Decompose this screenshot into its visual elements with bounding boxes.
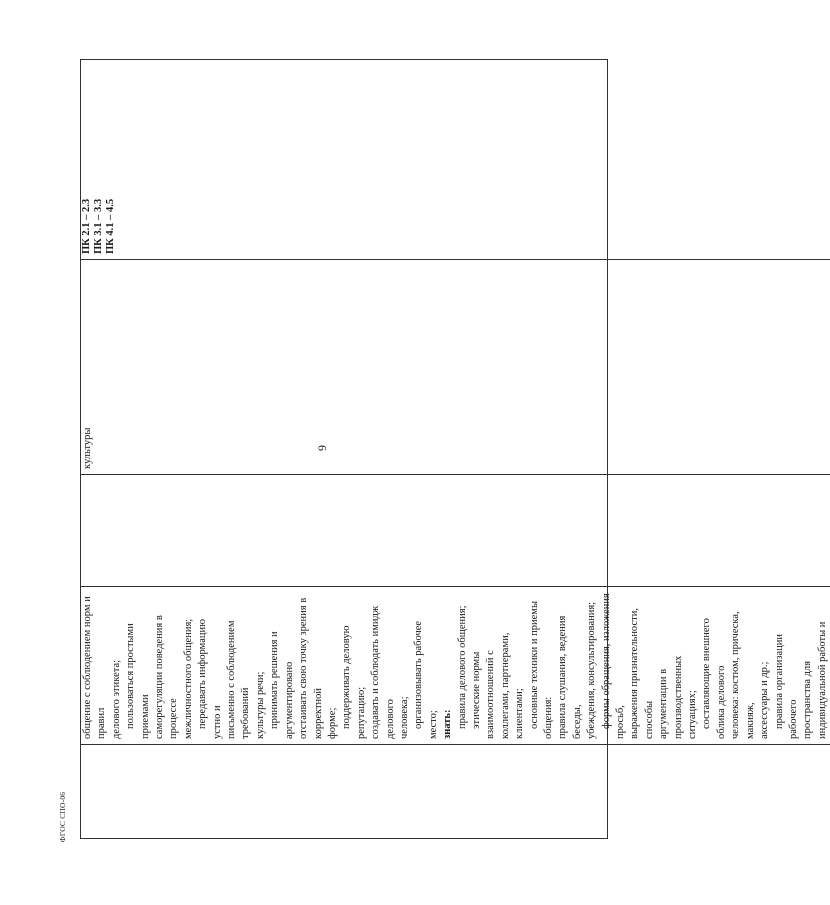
skills-knowledge-cell — [81, 586, 830, 744]
text-line: аргументации в производственных — [658, 655, 684, 739]
text-line: составляющие внешнего облика делового — [701, 618, 727, 739]
competency-item: ПК 2.1 – 2.3 — [81, 198, 92, 254]
text-line: саморегуляции поведения в процессе — [154, 615, 180, 739]
text-line: выражения признательности, способы — [629, 608, 655, 739]
text-line: форме; — [326, 707, 338, 739]
index-cell — [81, 744, 830, 838]
text-line: отстаивать свою точку зрения в корректной — [298, 597, 324, 739]
text-line: аксессуары и др.; — [759, 661, 771, 739]
text-line: культуры речи; — [254, 671, 266, 739]
text-line: письменно с соблюдением требований — [226, 620, 252, 739]
text-line: человека: костюм, прическа, макияж, — [730, 611, 756, 739]
hours-cell — [81, 474, 830, 586]
text-line: создавать и соблюдать имидж делового — [370, 605, 396, 739]
text-line: общение с соблюдением норм и правил — [82, 596, 108, 739]
text-line: человека; — [398, 696, 410, 739]
text-line: этические нормы взаимоотношений с — [470, 650, 497, 739]
text-line: пространства для индивидуальной работы и — [802, 621, 828, 739]
competency-item: ПК 4.1 – 4.5 — [105, 198, 116, 254]
text-line: основные техники и приемы общения: — [528, 601, 554, 739]
text-line: межличностного общения; — [182, 618, 194, 739]
competencies-cell — [81, 60, 830, 259]
text-line: правила делового общения; — [456, 605, 468, 729]
text-line: убеждения, консультирования; — [586, 601, 598, 739]
page-number: 9 — [314, 445, 329, 451]
discipline-cell — [81, 259, 830, 474]
text-line: принимать решения и аргументировано — [269, 631, 295, 739]
text-line: коллегами, партнерами, клиентами; — [499, 632, 526, 739]
text-line: передавать информацию устно и — [197, 619, 223, 739]
text-line: поддерживать деловую репутацию; — [341, 625, 367, 739]
text-line: ситуациях; — [687, 690, 699, 739]
curriculum-table — [80, 59, 828, 839]
text-line: пользоваться простыми приемами — [125, 623, 151, 739]
discipline-text: культуры — [82, 427, 93, 469]
text-line: делового этикета; — [110, 659, 122, 739]
document-footer: ФГОС СПО-06 — [57, 791, 67, 843]
text-line: знать: — [442, 709, 454, 739]
text-line: правила слушания, ведения беседы, — [557, 615, 583, 739]
skills-knowledge-text — [81, 592, 830, 739]
text-line: формы обращения, изложения просьб, — [600, 593, 627, 739]
competency-item: ПК 3.1 – 3.3 — [93, 198, 104, 254]
text-line: организовывать рабочее место; — [413, 620, 439, 739]
text-line: правила организации рабочего — [773, 633, 799, 739]
